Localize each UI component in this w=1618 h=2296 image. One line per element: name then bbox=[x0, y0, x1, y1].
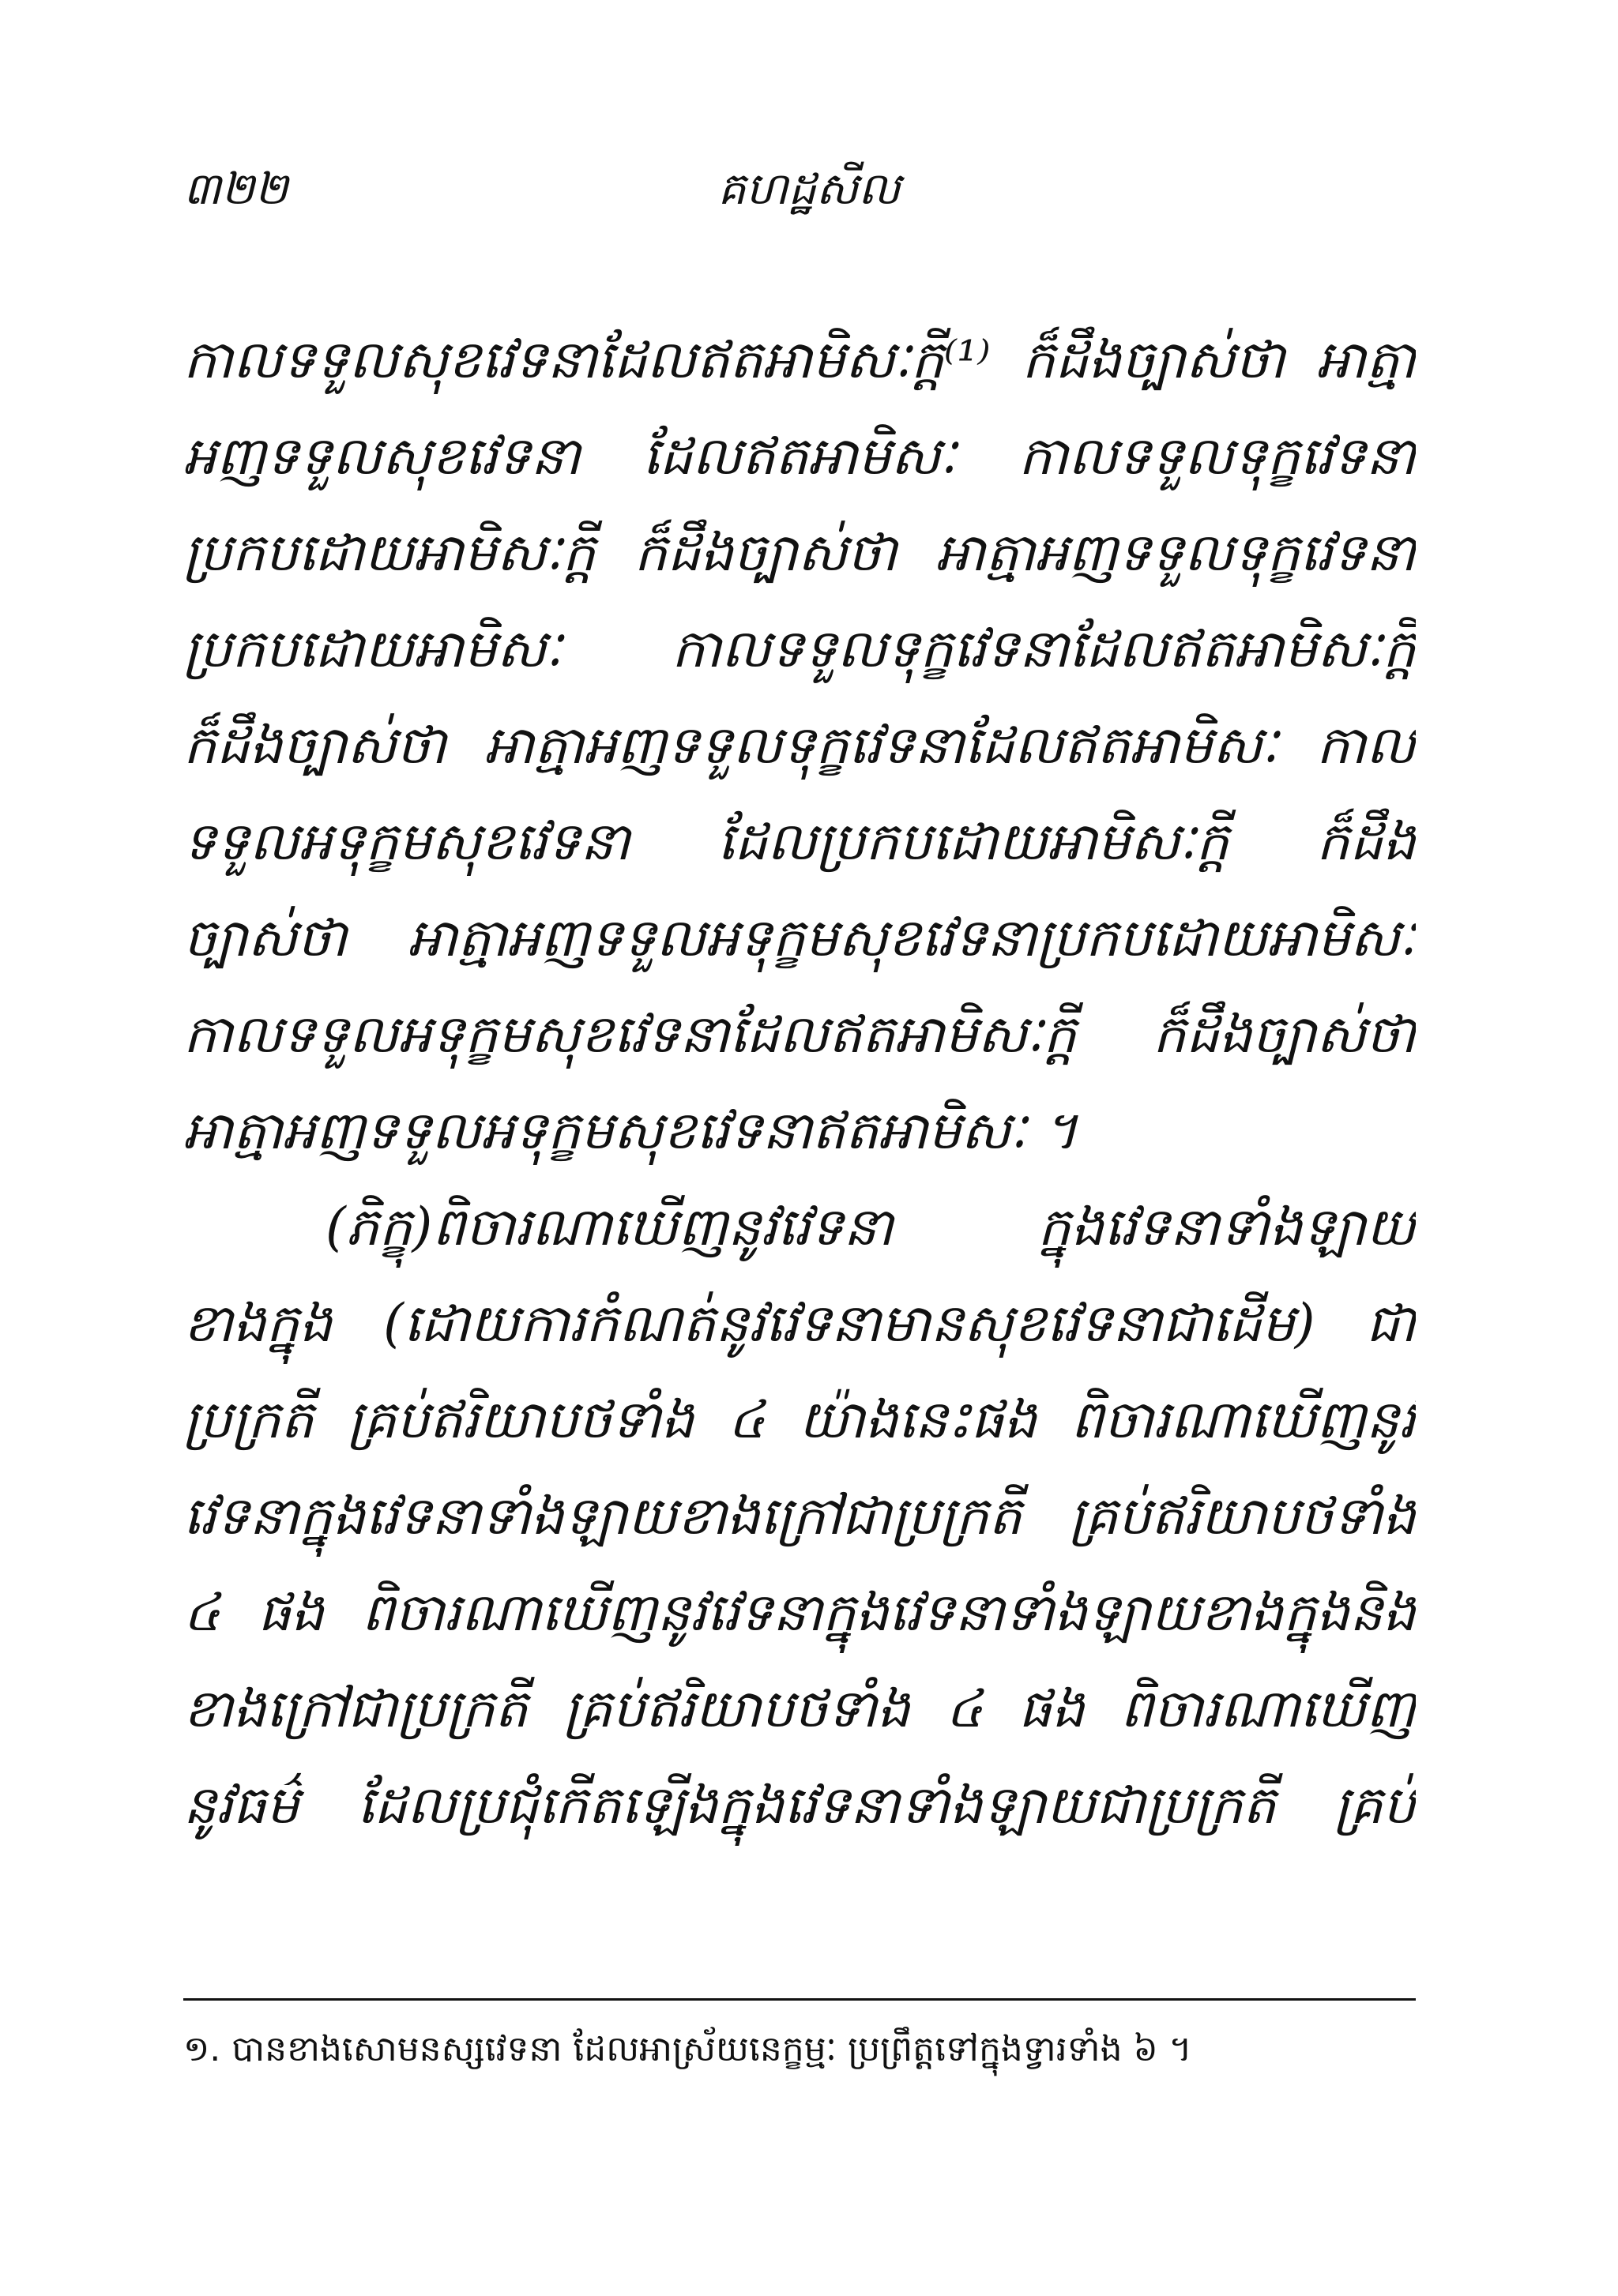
text-line: ប្រកបដោយអាមិសៈ កាលទទួលទុក្ខវេទនាដែលឥតអាមិសៈក្តី bbox=[183, 618, 1416, 679]
footnote: ១. បានខាងសោមនស្សវេទនា ដែលអាស្រ័យនេក្ខម្មៈ ប្រព្រឹត្តទៅក្នុងទ្វារទាំង ៦ ។ bbox=[183, 2029, 1192, 2069]
text-line: នូវធម៌ ដែលប្រជុំកើតឡើងក្នុងវេទនាទាំងឡាយជាប្រក្រតី គ្រប់ bbox=[183, 1775, 1416, 1836]
text-line: អញទទួលសុខវេទនា ដែលឥតអាមិសៈ កាលទទួលទុក្ខវេទនា bbox=[183, 426, 1416, 487]
footnote-divider bbox=[183, 1998, 1416, 2001]
text-line: ប្រក្រតី គ្រប់ឥរិយាបថទាំង ៤ យ៉ាងនេះផង ពិចារណាឃើញនូវ bbox=[183, 1389, 1416, 1450]
paragraph-end-line: អាត្មាអញទទួលអទុក្ខមសុខវេទនាឥតអាមិសៈ ។ bbox=[183, 1100, 1078, 1161]
text-line: ខាងក្នុង (ដោយការកំណត់នូវវេទនាមានសុខវេទនាជាដើម) ជា bbox=[183, 1293, 1416, 1354]
running-title: គហដ្ឋសីល bbox=[717, 163, 901, 215]
page-number: ៣២២ bbox=[183, 163, 288, 215]
text-line: ក៏ដឹងច្បាស់ថា អាត្មាអញទទួលទុក្ខវេទនាដែលឥតអាមិសៈ កាល bbox=[183, 715, 1416, 776]
text-line: វេទនាក្នុងវេទនាទាំងឡាយខាងក្រៅជាប្រក្រតី គ្រប់ឥរិយាបថទាំង bbox=[183, 1486, 1416, 1546]
text-line: ខាងក្រៅជាប្រក្រតី គ្រប់ឥរិយាបថទាំង ៤ ផង ពិចារណាឃើញ bbox=[183, 1678, 1416, 1739]
text-line: ៤ ផង ពិចារណាឃើញនូវវេទនាក្នុងវេទនាទាំងឡាយខាងក្នុងនិង bbox=[183, 1582, 1416, 1643]
body-text bbox=[183, 312, 1416, 1854]
paragraph-start-line: (ភិក្ខុ)ពិចារណាឃើញនូវវេទនា ក្នុងវេទនាទាំងឡាយ bbox=[325, 1197, 1416, 1257]
text-line: កាលទទួលអទុក្ខមសុខវេទនាដែលឥតអាមិសៈក្តី ក៏ដឹងច្បាស់ថា bbox=[183, 1004, 1416, 1065]
text-line: ប្រកបដោយអាមិសៈក្តី ក៏ដឹងច្បាស់ថា អាត្មាអញទទួលទុក្ខវេទនា bbox=[183, 522, 1416, 583]
text-line: ច្បាស់ថា អាត្មាអញទទួលអទុក្ខមសុខវេទនាប្រកបដោយអាមិសៈ bbox=[183, 908, 1416, 968]
text-line: ទទួលអទុក្ខមសុខវេទនា ដែលប្រកបដោយអាមិសៈក្តី ក៏ដឹង bbox=[183, 811, 1416, 872]
text-line: កាលទទួលសុខវេទនាដែលឥតអាមិសៈក្តី⁽¹⁾ ក៏ដឹងច្បាស់ថា អាត្មា bbox=[183, 329, 1416, 390]
